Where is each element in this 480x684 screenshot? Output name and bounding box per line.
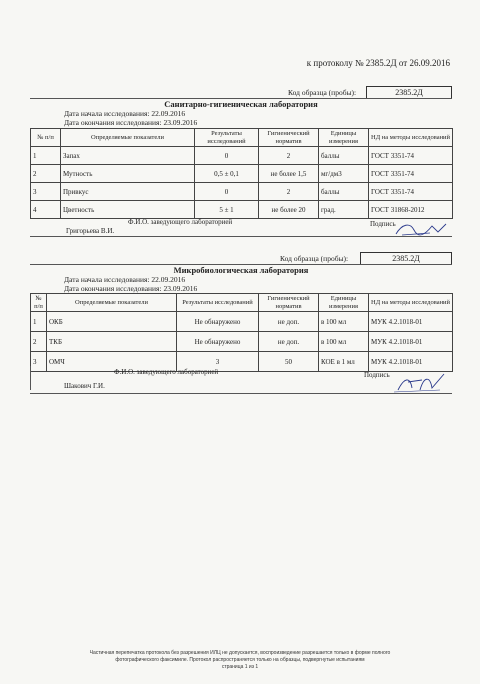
table-row <box>31 332 453 352</box>
cell-method: МУК 4.2.1018-01 <box>369 352 453 372</box>
sample-code-value: 2385.2Д <box>360 252 452 265</box>
cell-unit: мг/дм3 <box>319 165 369 183</box>
cell-method: ГОСТ 3351-74 <box>369 147 453 165</box>
head-of-lab-name: Григорьева В.И. <box>66 227 115 235</box>
table-row <box>31 352 453 372</box>
cell-method: ГОСТ 31868-2012 <box>369 201 453 219</box>
results-table <box>30 128 453 219</box>
table-row <box>31 312 453 332</box>
cell-result: Не обнаружено <box>177 312 259 332</box>
cell-indicator: Мутность <box>61 165 195 183</box>
table-row <box>31 183 453 201</box>
sanitary-lab-section <box>30 86 452 241</box>
cell-unit: баллы <box>319 147 369 165</box>
col-result: Результаты исследований <box>177 294 259 312</box>
cell-result: 5 ± 1 <box>195 201 259 219</box>
cell-norm: 2 <box>259 183 319 201</box>
cell-num: 2 <box>31 165 61 183</box>
date-start: Дата начала исследования: 22.09.2016 <box>64 275 186 284</box>
col-norm: Гигиенический норматив <box>259 129 319 147</box>
date-end: Дата окончания исследования: 23.09.2016 <box>64 284 198 293</box>
table-header-row <box>31 129 453 147</box>
lab-title: Санитарно-гигиеническая лаборатория <box>164 99 318 109</box>
page-number: страница 1 из 1 <box>221 664 259 670</box>
cell-method: МУК 4.2.1018-01 <box>369 332 453 352</box>
cell-indicator: ОКБ <box>47 312 177 332</box>
cell-result: 0 <box>195 147 259 165</box>
footer-disclaimer-line2: фотографического факсимиле. Протокол распространяется только на образцы, подвергнутые испытаниям <box>115 657 365 663</box>
col-indicator: Определяемые показатели <box>61 129 195 147</box>
study-dates <box>64 275 197 293</box>
table-row <box>31 201 453 219</box>
col-result: Результаты исследований <box>195 129 259 147</box>
signature-column-rule <box>30 366 31 390</box>
cell-unit: в 100 мл <box>319 332 369 352</box>
signature-rule <box>30 393 452 394</box>
protocol-reference: к протоколу № 2385.2Д от 26.09.2016 <box>306 58 450 68</box>
cell-unit: баллы <box>319 183 369 201</box>
cell-num: 1 <box>31 312 47 332</box>
cell-unit: град. <box>319 201 369 219</box>
col-unit: Единицы измерения <box>319 294 369 312</box>
head-of-lab-label: Ф.И.О. заведующего лабораторией <box>114 368 219 376</box>
cell-num: 3 <box>31 352 47 372</box>
sample-code-label: Код образца (пробы): <box>288 88 357 97</box>
cell-num: 2 <box>31 332 47 352</box>
lab-title: Микробиологическая лаборатория <box>173 265 309 275</box>
microbiology-lab-section <box>30 250 452 400</box>
footer-disclaimer-line1: Частичная перепечатка протокола без разрешения ИЛЦ не допускается, воспроизведение разрешается только в форме полного <box>89 650 391 656</box>
head-of-lab-label: Ф.И.О. заведующего лабораторией <box>128 218 233 226</box>
cell-num: 4 <box>31 201 61 219</box>
head-of-lab-name: Шакович Г.И. <box>64 382 105 390</box>
signature-label: Подпись <box>364 371 390 379</box>
cell-result: 3 <box>177 352 259 372</box>
date-end: Дата окончания исследования: 23.09.2016 <box>64 118 198 127</box>
sample-code-label: Код образца (пробы): <box>280 254 349 263</box>
col-method: НД на методы исследований <box>369 294 453 312</box>
cell-indicator: Запах <box>61 147 195 165</box>
col-unit: Единицы измерения <box>319 129 369 147</box>
cell-norm: 2 <box>259 147 319 165</box>
col-indicator: Определяемые показатели <box>47 294 177 312</box>
table-row <box>31 147 453 165</box>
cell-norm: 50 <box>259 352 319 372</box>
col-num: № п/п <box>31 294 47 312</box>
cell-indicator: Привкус <box>61 183 195 201</box>
table-header-row <box>31 294 453 312</box>
col-num: № п/п <box>31 129 61 147</box>
cell-method: МУК 4.2.1018-01 <box>369 312 453 332</box>
page-footer <box>40 650 440 671</box>
cell-norm: не более 20 <box>259 201 319 219</box>
cell-unit: КОЕ в 1 мл <box>319 352 369 372</box>
handwritten-signature <box>392 220 450 238</box>
cell-num: 3 <box>31 183 61 201</box>
handwritten-signature <box>392 372 452 394</box>
signature-rule <box>30 236 452 237</box>
cell-method: ГОСТ 3351-74 <box>369 183 453 201</box>
cell-result: 0,5 ± 0,1 <box>195 165 259 183</box>
cell-result: 0 <box>195 183 259 201</box>
date-start: Дата начала исследования: 22.09.2016 <box>64 109 186 118</box>
sample-code-value: 2385.2Д <box>366 86 452 99</box>
cell-num: 1 <box>31 147 61 165</box>
results-table <box>30 293 453 372</box>
table-row <box>31 165 453 183</box>
cell-norm: не доп. <box>259 332 319 352</box>
cell-indicator: ОМЧ <box>47 352 177 372</box>
cell-result: Не обнаружено <box>177 332 259 352</box>
cell-norm: не доп. <box>259 312 319 332</box>
cell-unit: в 100 мл <box>319 312 369 332</box>
col-norm: Гигиенический норматив <box>259 294 319 312</box>
signature-label: Подпись <box>370 220 396 228</box>
cell-norm: не более 1,5 <box>259 165 319 183</box>
cell-indicator: ТКБ <box>47 332 177 352</box>
study-dates <box>64 109 197 127</box>
col-method: НД на методы исследований <box>369 129 453 147</box>
cell-indicator: Цветность <box>61 201 195 219</box>
cell-method: ГОСТ 3351-74 <box>369 165 453 183</box>
